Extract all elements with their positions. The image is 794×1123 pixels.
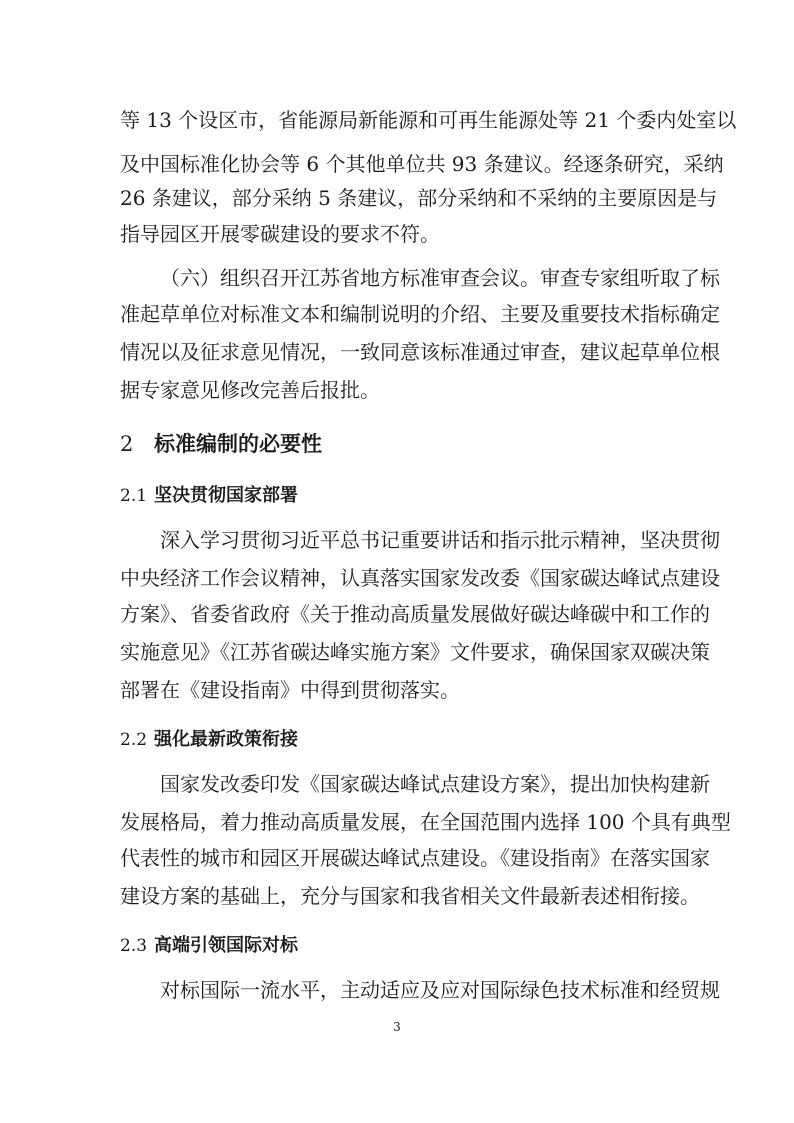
paragraph-line: 准起草单位对标准文本和编制说明的介绍、主要及重要技术指标确定 xyxy=(120,302,720,326)
paragraph-line: 部署在《建设指南》中得到贯彻落实。 xyxy=(120,678,460,702)
subsection-number: 2.1 xyxy=(120,486,148,506)
paragraph-line: 26 条建议，部分采纳 5 条建议，部分采纳和不采纳的主要原因是与 xyxy=(120,186,718,210)
subsection-heading xyxy=(120,724,298,756)
section-heading xyxy=(120,428,322,460)
paragraph-line: （六）组织召开江苏省地方标准审查会议。审查专家组听取了标 xyxy=(160,266,720,290)
subsection-title: 坚决贯彻国家部署 xyxy=(154,485,298,506)
paragraph-line: 情况以及征求意见情况，一致同意该标准通过审查，建议起草单位根 xyxy=(120,340,720,364)
paragraph-line: 中央经济工作会议精神，认真落实国家发改委《国家碳达峰试点建设 xyxy=(120,566,720,590)
subsection-number: 2.3 xyxy=(120,936,148,956)
paragraph-line: 深入学习贯彻习近平总书记重要讲话和指示批示精神，坚决贯彻 xyxy=(160,528,720,552)
paragraph-line: 代表性的城市和园区开展碳达峰试点建设。《建设指南》在落实国家 xyxy=(120,846,710,870)
subsection-heading xyxy=(120,480,298,512)
page-number: 3 xyxy=(393,1020,401,1034)
section-title: 标准编制的必要性 xyxy=(154,432,322,456)
paragraph-line: 建设方案的基础上，充分与国家和我省相关文件最新表述相衔接。 xyxy=(120,884,700,908)
paragraph-line: 指导园区开展零碳建设的要求不符。 xyxy=(120,222,440,246)
paragraph-line: 及中国标准化协会等 6 个其他单位共 93 条建议。经逐条研究，采纳 xyxy=(120,152,724,176)
subsection-heading xyxy=(120,930,298,962)
paragraph-line: 国家发改委印发《国家碳达峰试点建设方案》，提出加快构建新 xyxy=(160,772,710,796)
section-number: 2 xyxy=(120,432,134,456)
subsection-title: 强化最新政策衔接 xyxy=(154,729,298,750)
paragraph-line: 据专家意见修改完善后报批。 xyxy=(120,378,380,402)
paragraph-line: 发展格局，着力推动高质量发展，在全国范围内选择 100 个具有典型 xyxy=(120,810,731,834)
paragraph-line: 等 13 个设区市，省能源局新能源和可再生能源处等 21 个委内处室以 xyxy=(120,108,737,132)
paragraph-line: 实施意见》《江苏省碳达峰实施方案》文件要求，确保国家双碳决策 xyxy=(120,640,710,664)
paragraph-line: 对标国际一流水平，主动适应及应对国际绿色技术标准和经贸规 xyxy=(160,978,720,1002)
subsection-title: 高端引领国际对标 xyxy=(154,935,298,956)
subsection-number: 2.2 xyxy=(120,730,148,750)
paragraph-line: 方案》、省委省政府《关于推动高质量发展做好碳达峰碳中和工作的 xyxy=(120,602,710,626)
